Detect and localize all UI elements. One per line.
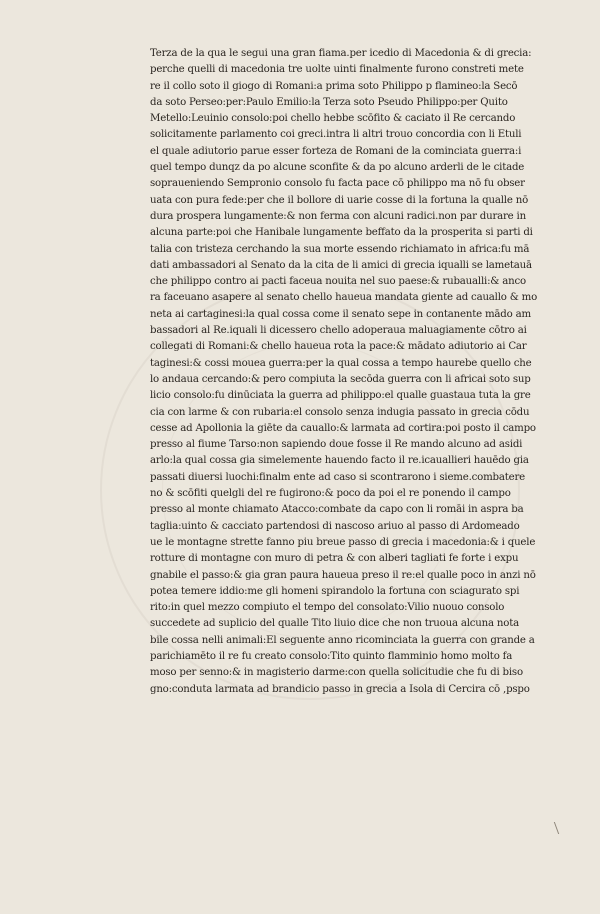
text-line: arlo:la qual cossa gia simelemente hauendo facto il re.icauallieri hauēdo gia bbox=[150, 455, 529, 467]
text-line: lo andaua cercando:& pero compiuta la secōda guerra con li africai soto sup bbox=[150, 373, 531, 385]
text-line: presso al fiume Tarso:non sapiendo doue fosse il Re mando alcuno ad asidi bbox=[150, 439, 523, 451]
text-line: quel tempo dunqz da po alcune sconfite & da po alcuno arderli de le citade bbox=[150, 162, 525, 174]
text-line: dati ambassadori al Senato da la cita de li amici di grecia iqualli se lametauā bbox=[150, 259, 532, 271]
printed-text-block bbox=[150, 46, 570, 698]
text-line: Terza de la qua le segui una gran fiama.per icedio di Macedonia & di grecia: bbox=[150, 48, 532, 59]
text-line: perche quelli di macedonia tre uolte uinti finalmente furono constreti mete bbox=[150, 64, 524, 76]
text-line: talia con tristeza cerchando la sua morte essendo richiamato in africa:fu mā bbox=[150, 243, 530, 255]
text-line: uata con pura fede:per che il bollore di uarie cosse di la fortuna la qualle nō bbox=[150, 194, 529, 206]
text-line: ra faceuano asapere al senato chello haueua mandata giente ad cauallo & mo bbox=[150, 292, 538, 304]
text-line: succedete ad suplicio del qualle Tito liuio dice che non truoua alcuna nota bbox=[150, 618, 519, 630]
text-line: bile cossa nelli animali:El seguente anno ricominciata la guerra con grande a bbox=[150, 634, 535, 646]
text-line: dura prospera lungamente:& non ferma con alcuni radici.non par durare in bbox=[150, 210, 526, 222]
text-line: no & scōfiti quelgli del re fugirono:& poco da poi el re ponendo il campo bbox=[150, 488, 511, 500]
text-line: passati diuersi luochi:finalm ente ad caso si scontrarono i sieme.combatere bbox=[150, 471, 525, 483]
text-line: el quale adiutorio parue esser forteza de Romani de la cominciata guerra:i bbox=[150, 145, 522, 157]
text-line: bassadori al Re.iquali li dicessero chello adoperaua maluagiamente cōtro ai bbox=[150, 325, 527, 337]
text-line: alcuna parte:poi che Hanibale lungamente beffato da la prosperita si parti di bbox=[150, 227, 533, 239]
text-line: che philippo contro ai pacti faceua nouita nel suo paese:& rubaualli:& anco bbox=[150, 276, 526, 288]
text-line: sopraueniendo Sempronio consolo fu facta pace cō philippo ma nō fu obser bbox=[150, 178, 525, 190]
text-line: taglia:uinto & cacciato partendosi di nascoso ariuo al passo di Ardomeado bbox=[150, 520, 520, 532]
text-line: re il collo soto il giogo di Romani:a prima soto Philippo p flamineo:la Secō bbox=[150, 80, 518, 92]
ink-mark bbox=[546, 822, 559, 834]
text-line: da soto Perseo:per:Paulo Emilio:la Terza soto Pseudo Philippo:per Quito bbox=[150, 96, 508, 108]
text-line: ue le montagne strette fanno piu breue passo di grecia i macedonia:& i quele bbox=[150, 536, 536, 548]
text-line: Metello:Leuinio consolo:poi chello hebbe scōfito & caciato il Re cercando bbox=[150, 113, 516, 125]
text-line: cia con larme & con rubaria:el consolo senza indugia passato in grecia cōdu bbox=[150, 406, 530, 418]
text-line: solicitamente parlamento coi greci.intra li altri trouo concordia con li Etuli bbox=[150, 129, 522, 141]
text-line: collegati di Romani:& chello haueua rota la pace:& mādato adiutorio ai Car bbox=[150, 341, 527, 353]
text-line: potea temere iddio:me gli homeni spirandolo la fortuna con sciagurato spi bbox=[150, 585, 520, 597]
text-line: moso per senno:& in magisterio darme:con quella solicitudie che fu di biso bbox=[150, 667, 523, 679]
text-line: licio consolo:fu dinūciata la guerra ad philippo:el qualle guastaua tuta la gre bbox=[150, 390, 531, 402]
text-line: gnabile el passo:& gia gran paura haueua preso il re:el qualle poco in anzi nō bbox=[150, 569, 536, 581]
text-line: rotture di montagne con muro di petra & con alberi tagliati fe forte i expu bbox=[150, 553, 519, 565]
text-line: gno:conduta larmata ad brandicio passo in grecia a Isola di Cercira cō ,pspo bbox=[150, 683, 530, 695]
text-line: parichiamēto il re fu creato consolo:Tito quinto flamminio homo molto fa bbox=[150, 650, 513, 662]
text-line: cesse ad Apollonia la giēte da cauallo:& larmata ad cortira:poi posto il campo bbox=[150, 422, 536, 434]
text-line: rito:in quel mezzo compiuto el tempo del consolato:Vilio nuouo consolo bbox=[150, 602, 505, 614]
text-line: presso al monte chiamato Atacco:combate da capo con li romāi in aspra ba bbox=[150, 504, 524, 516]
text-line: taginesi:& cossi mouea guerra:per la qual cossa a tempo haurebe quello che bbox=[150, 357, 532, 369]
text-line: neta ai cartaginesi:la qual cossa come il senato sepe in contanente mādo am bbox=[150, 308, 531, 320]
